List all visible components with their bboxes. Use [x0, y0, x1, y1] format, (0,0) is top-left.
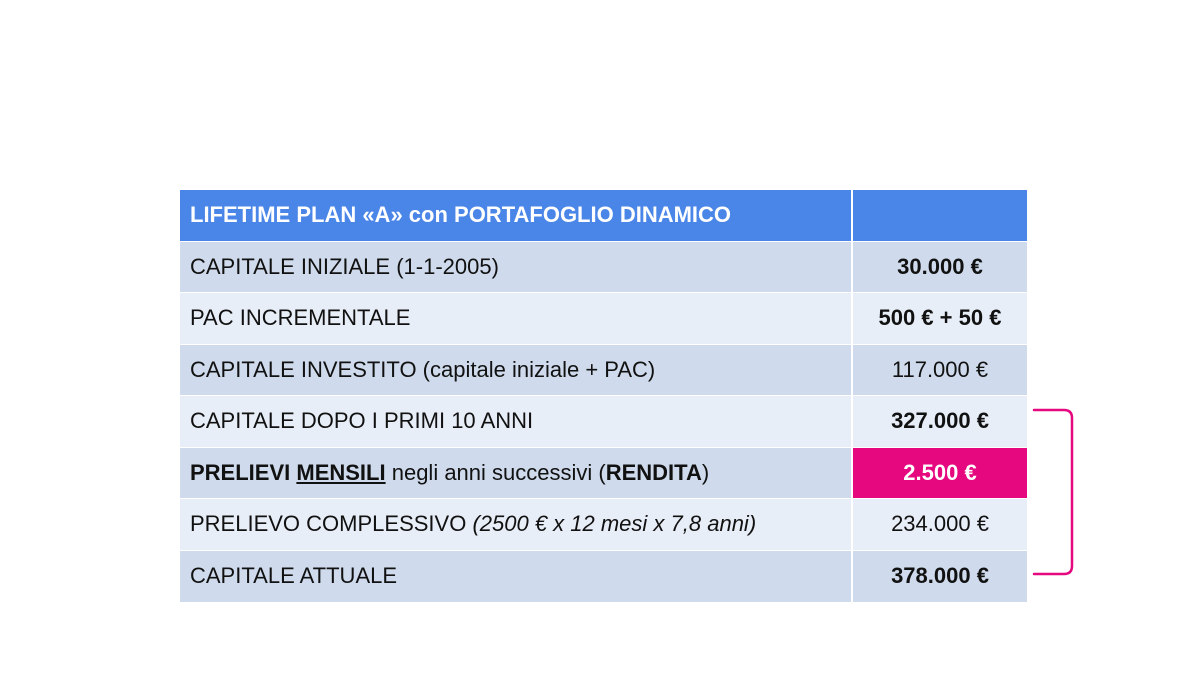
row-value: 234.000 € [853, 499, 1027, 550]
row-label: CAPITALE INIZIALE (1-1-2005) [180, 242, 853, 293]
label-close-paren: ) [701, 459, 710, 485]
row-capitale-dopo-10-anni [180, 396, 1027, 448]
row-label: PAC INCREMENTALE [180, 293, 853, 344]
row-prelievo-complessivo [180, 499, 1027, 551]
row-label [180, 499, 853, 550]
row-capitale-investito [180, 345, 1027, 397]
label-negli-anni: negli anni successivi ( [385, 459, 606, 485]
row-prelievi-mensili [180, 448, 1027, 500]
label-prelievo-complessivo: PRELIEVO COMPLESSIVO [190, 511, 473, 537]
table-title: LIFETIME PLAN «A» con PORTAFOGLIO DINAMICO [180, 190, 853, 241]
row-label: CAPITALE ATTUALE [180, 551, 853, 603]
row-value: 500 € + 50 € [853, 293, 1027, 344]
row-label [180, 448, 853, 499]
row-value: 30.000 € [853, 242, 1027, 293]
row-value: 327.000 € [853, 396, 1027, 447]
row-label: CAPITALE INVESTITO (capitale iniziale + PAC) [180, 345, 853, 396]
row-capitale-iniziale [180, 242, 1027, 294]
row-label: CAPITALE DOPO I PRIMI 10 ANNI [180, 396, 853, 447]
table-header-row [180, 190, 1027, 242]
label-prelievi: PRELIEVI [190, 459, 291, 485]
row-value: 378.000 € [853, 551, 1027, 603]
row-value: 117.000 € [853, 345, 1027, 396]
label-formula: (2500 € x 12 mesi x 7,8 anni) [472, 511, 757, 537]
lifetime-plan-table [180, 190, 1027, 602]
label-mensili: MENSILI [296, 459, 386, 485]
row-capitale-attuale [180, 551, 1027, 603]
highlight-value: 2.500 € [853, 448, 1027, 499]
label-rendita: RENDITA [605, 459, 702, 485]
table-header-value [853, 190, 1027, 241]
row-pac-incrementale [180, 293, 1027, 345]
bracket-connector [1032, 406, 1076, 578]
